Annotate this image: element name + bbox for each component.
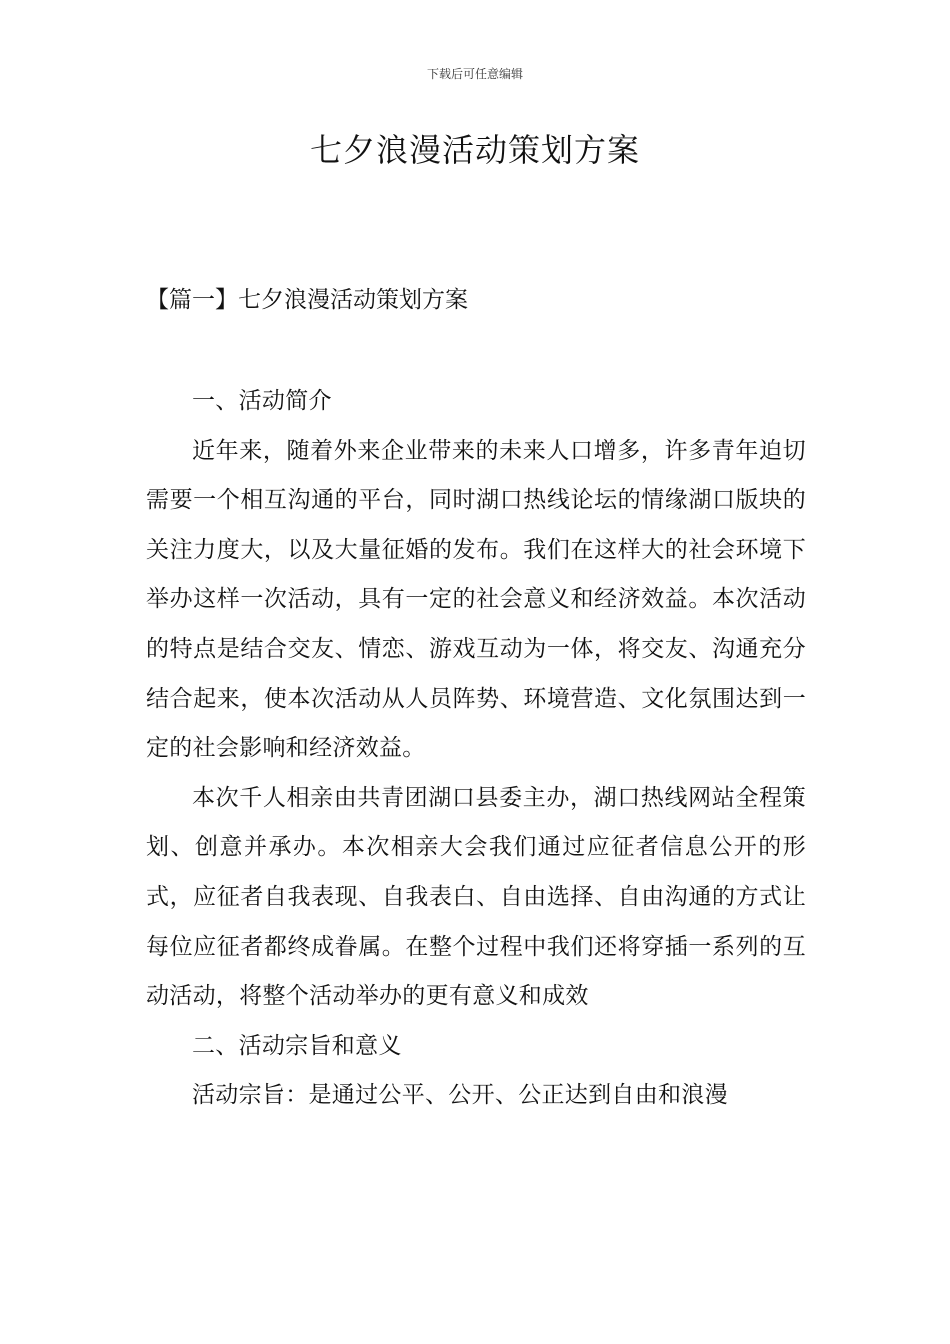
document-title: 七夕浪漫活动策划方案: [309, 131, 640, 169]
paragraph-intro: 近年来，随着外来企业带来的未来人口增多，许多青年迫切需要一个相互沟通的平台，同时湖口热线论坛的情缘湖口版块的关注力度大，以及大量征婚的发布。我们在这样大的社会环境下举办这样一次活动，具有一定的社会意义和经济效益。本次活动的特点是结合交友、情恋、游戏互动为一体，将交友、沟通充分结合起来，使本次活动从人员阵势、环境营造、文化氛围达到一定的社会影响和经济效益。: [146, 437, 806, 762]
paragraph-organizer: 本次千人相亲由共青团湖口县委主办，湖口热线网站全程策划、创意并承办。本次相亲大会我们通过应征者信息公开的形式，应征者自我表现、自我表白、自由选择、自由沟通的方式让每位应征者都终成眷属。在整个过程中我们还将穿插一系列的互动活动，将整个活动举办的更有意义和成效: [146, 784, 806, 1010]
header-note: 下载后可任意编辑: [426, 67, 523, 81]
paragraph-purpose: 活动宗旨：是通过公平、公开、公正达到自由和浪漫: [192, 1082, 728, 1109]
part-heading: 【篇一】七夕浪漫活动策划方案: [146, 287, 468, 313]
document-body: [146, 377, 806, 1121]
section-heading-intro: 一、活动简介: [192, 388, 332, 414]
section-heading-purpose: 二、活动宗旨和意义: [192, 1032, 402, 1059]
